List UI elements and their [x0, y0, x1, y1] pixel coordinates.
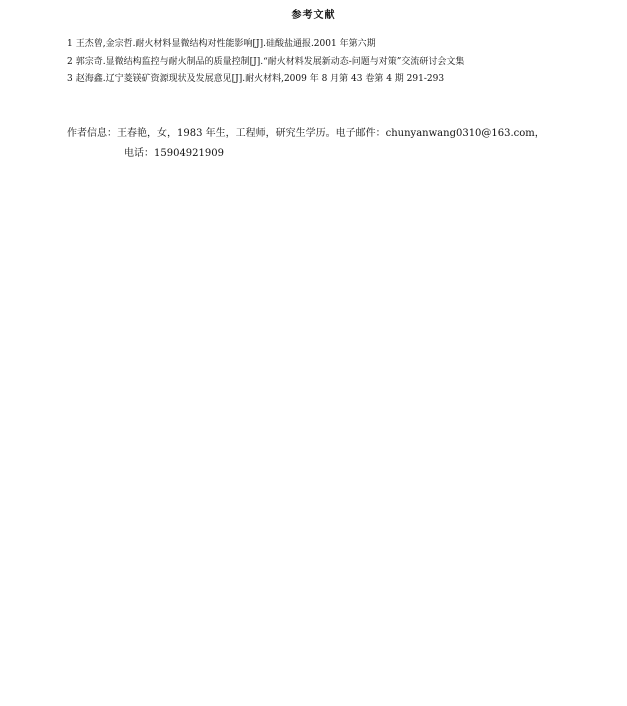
author-info-line — [67, 124, 622, 144]
reference-item — [67, 36, 617, 54]
reference-number: 2 — [67, 56, 73, 67]
reference-number: 3 — [67, 74, 73, 84]
author-info — [67, 124, 622, 164]
references-list — [67, 36, 617, 89]
reference-text: 赵海鑫.辽宁菱镁矿资源现状及发展意见[J].耐火材料,2009 年 8 月第 43 卷第 4 期 291-293 — [75, 74, 445, 84]
reference-text: 郭宗奇.显微结构监控与耐火制品的质量控制[J].“耐火材料发展新动态-问题与对策”交流研讨会文集 — [75, 56, 465, 67]
references-title: 参考文献 — [291, 10, 336, 21]
author-info-label: 作者信息： — [67, 128, 117, 139]
author-phone: 电话：15904921909 — [124, 148, 224, 159]
reference-text: 王杰曾,金宗哲.耐火材料显微结构对性能影响[J].硅酸盐通报.2001 年第六期 — [75, 39, 376, 49]
reference-number: 1 — [67, 39, 73, 49]
author-info-details: 王春艳，女，1983 年生，工程师，研究生学历。电子邮件：chunyanwang0310@163.com， — [117, 128, 545, 139]
reference-item — [67, 54, 617, 72]
reference-item — [67, 71, 617, 89]
